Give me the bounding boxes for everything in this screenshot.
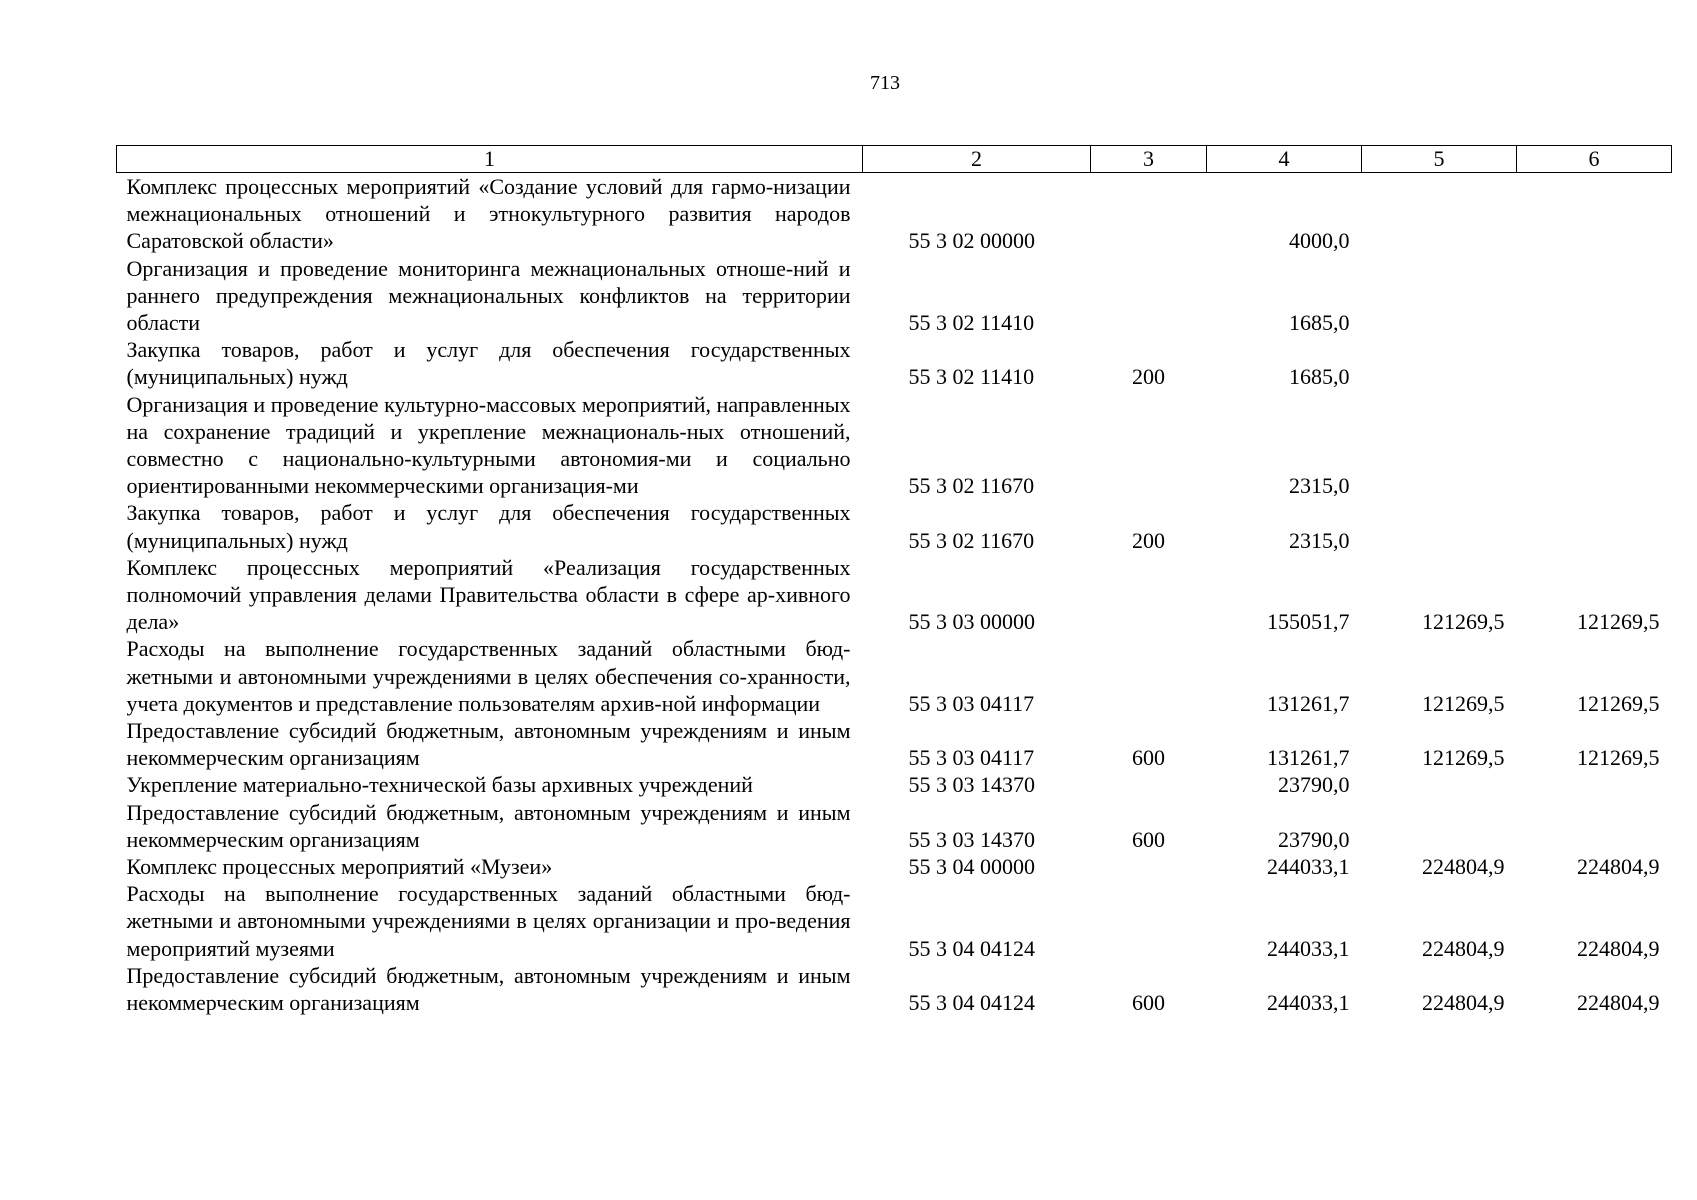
amount-col6-cell [1517,255,1672,337]
target-code-cell: 55 3 04 00000 [908,854,1035,880]
amount-col5-cell: 121269,5 [1422,690,1505,716]
item-name-cell: Предоставление субсидий бюджетным, автономным учреждениям и иным некоммерческим организациям [126,718,851,771]
table-row [117,771,1672,798]
item-name-cell: Укрепление материально-технической базы архивных учреждений [126,772,753,798]
amount-col4-cell: 23790,0 [1278,826,1350,852]
item-name-cell: Закупка товаров, работ и услуг для обеспечения государственных (муниципальных) нужд [126,337,851,390]
amount-col5-cell [1362,499,1517,553]
item-name-cell: Расходы на выполнение государственных заданий областными бюд-жетными и автономными учреждениями в целях организации и про-ведения мероприятий музеями [126,881,851,961]
amount-col4-cell: 155051,7 [1267,609,1350,635]
table-row [117,635,1672,717]
amount-col4-cell: 131261,7 [1267,745,1350,771]
target-code-cell: 55 3 02 11670 [908,527,1035,553]
amount-col4-cell: 4000,0 [1289,228,1350,254]
item-name-cell: Комплекс процессных мероприятий «Создание условий для гармо-низации межнациональных отношений и этнокультурного развития народов Саратовской области» [126,174,851,254]
page-number: 713 [870,72,900,94]
amount-col6-cell [1517,391,1672,500]
column-header: 1 [117,146,863,173]
item-name-cell: Организация и проведение мониторинга межнациональных отноше-ний и раннего предупреждения межнациональных конфликтов на территории области [126,255,851,336]
table-header-row [117,146,1672,173]
amount-col6-cell [1517,771,1672,798]
table-row [117,173,1672,255]
amount-col5-cell [1362,799,1517,853]
column-header: 6 [1517,146,1672,173]
table-row [117,554,1672,636]
target-code-cell: 55 3 03 14370 [908,826,1035,852]
item-name-cell: Расходы на выполнение государственных заданий областными бюд-жетными и автономными учреждениями в целях обеспечения со-хранности, учета документов и представление пользователям архив-ной информации [126,636,851,716]
target-code-cell: 55 3 04 04124 [908,935,1035,961]
amount-col4-cell: 131261,7 [1267,690,1350,716]
column-header: 3 [1091,146,1207,173]
amount-col6-cell [1517,499,1672,553]
amount-col4-cell: 2315,0 [1289,527,1350,553]
amount-col4-cell: 23790,0 [1278,772,1350,798]
amount-col5-cell: 224804,9 [1422,935,1505,961]
table-row [117,880,1672,962]
budget-table [116,145,1672,1016]
column-header: 5 [1362,146,1517,173]
amount-col4-cell: 1685,0 [1289,364,1350,390]
item-name-cell: Предоставление субсидий бюджетным, автономным учреждениям и иным некоммерческим организациям [126,799,851,852]
amount-col6-cell: 121269,5 [1577,609,1660,635]
expense-type-cell: 600 [1132,745,1165,771]
amount-col6-cell: 224804,9 [1577,854,1660,880]
item-name-cell: Предоставление субсидий бюджетным, автономным учреждениям и иным некоммерческим организациям [126,962,851,1016]
amount-col5-cell: 224804,9 [1422,854,1505,880]
table-row [117,853,1672,880]
expense-type-cell [1091,880,1207,962]
amount-col6-cell: 121269,5 [1577,690,1660,716]
table-row [117,255,1672,337]
table-row [117,391,1672,500]
amount-col6-cell: 121269,5 [1577,745,1660,771]
amount-col5-cell [1362,173,1517,255]
target-code-cell: 55 3 02 11410 [908,310,1035,336]
amount-col5-cell: 121269,5 [1422,609,1505,635]
amount-col5-cell [1362,391,1517,500]
amount-col5-cell [1362,336,1517,390]
expense-type-cell: 200 [1132,364,1165,390]
expense-type-cell [1091,853,1207,880]
amount-col4-cell: 2315,0 [1289,473,1350,499]
expense-type-cell: 600 [1132,990,1165,1016]
expense-type-cell [1091,635,1207,717]
expense-type-cell [1091,391,1207,500]
amount-col6-cell [1517,173,1672,255]
target-code-cell: 55 3 02 11670 [908,473,1035,499]
amount-col6-cell [1517,799,1672,853]
amount-col5-cell [1362,255,1517,337]
amount-col6-cell [1517,336,1672,390]
column-header: 2 [863,146,1091,173]
table-row [117,499,1672,553]
target-code-cell: 55 3 03 04117 [908,690,1035,716]
amount-col5-cell [1362,771,1517,798]
amount-col4-cell: 244033,1 [1267,854,1350,880]
amount-col5-cell: 121269,5 [1422,745,1505,771]
table-row [117,717,1672,771]
target-code-cell: 55 3 03 04117 [908,745,1035,771]
target-code-cell: 55 3 04 04124 [908,990,1035,1016]
table-body [117,173,1672,1017]
table-row [117,962,1672,1016]
amount-col4-cell: 244033,1 [1267,990,1350,1016]
amount-col6-cell: 224804,9 [1577,990,1660,1016]
expense-type-cell [1091,554,1207,636]
table-row [117,336,1672,390]
table-row [117,799,1672,853]
target-code-cell: 55 3 03 14370 [908,772,1035,798]
expense-type-cell [1091,255,1207,337]
item-name-cell: Закупка товаров, работ и услуг для обеспечения государственных (муниципальных) нужд [126,500,851,553]
item-name-cell: Организация и проведение культурно-массовых мероприятий, направленных на сохранение традиций и укрепление межнациональ-ных отношений, совместно с национально-культурными автономия-ми и социально ориентированными некоммерческими организация-ми [126,391,851,499]
item-name-cell: Комплекс процессных мероприятий «Реализация государственных полномочий управления делами Правительства области в сфере ар-хивного дела» [126,554,851,635]
expense-type-cell: 600 [1132,826,1165,852]
amount-col5-cell: 224804,9 [1422,990,1505,1016]
expense-type-cell [1091,771,1207,798]
item-name-cell: Комплекс процессных мероприятий «Музеи» [126,854,553,880]
target-code-cell: 55 3 02 00000 [908,228,1035,254]
amount-col4-cell: 1685,0 [1289,310,1350,336]
expense-type-cell [1091,173,1207,255]
expense-type-cell: 200 [1132,527,1165,553]
amount-col4-cell: 244033,1 [1267,935,1350,961]
amount-col6-cell: 224804,9 [1577,935,1660,961]
column-header: 4 [1207,146,1362,173]
target-code-cell: 55 3 03 00000 [908,609,1035,635]
target-code-cell: 55 3 02 11410 [908,364,1035,390]
